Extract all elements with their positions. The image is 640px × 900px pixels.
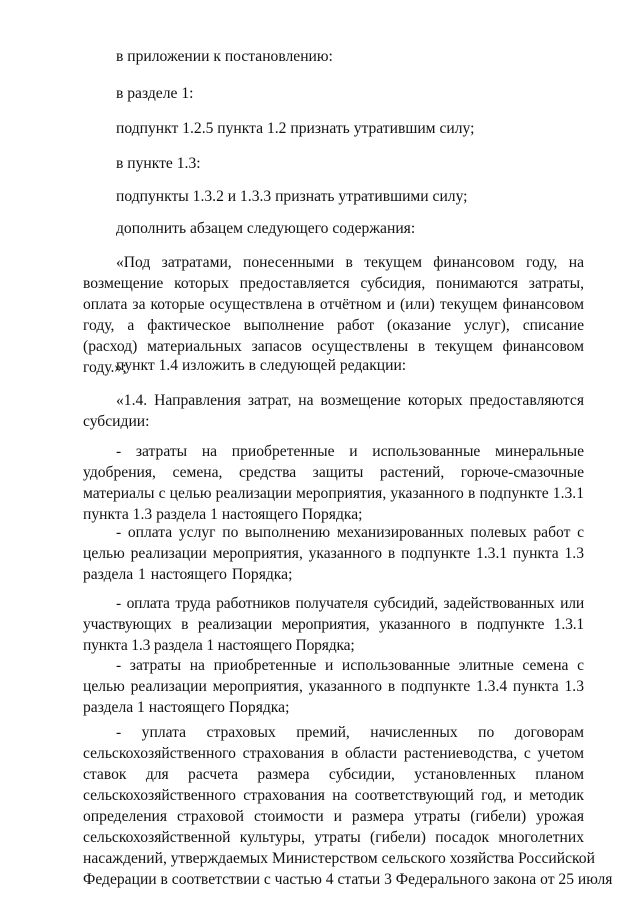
paragraph-10-list-item: - затраты на приобретенные и использованные минеральные удобрения, семена, средства защиты растений, горюче-смазочные материалы с целью реализации мероприятия, указанного в подпункте 1.3.1 пункта 1.3 раздела 1 настоящего Порядка; — [83, 443, 584, 523]
paragraph-11-list-item: - оплата услуг по выполнению механизированных полевых работ с целью реализации мероприятия, указанного в подпункте 1.3.1 пункта 1.3 раздела 1 настоящего Порядка; — [83, 524, 584, 583]
paragraph-9-section-heading: «1.4. Направления затрат, на возмещение которых предоставляются субсидии: — [83, 392, 584, 430]
paragraph-14-line-3: ставок для расчета размера субсидии, установленных планом — [83, 766, 584, 783]
paragraph-14-list-item — [83, 722, 613, 890]
paragraph-14-line-1: - уплата страховых премий, начисленных по договорам — [116, 724, 584, 741]
paragraph-2: в разделе 1: — [116, 85, 194, 102]
paragraph-1: в приложении к постановлению: — [116, 48, 333, 65]
paragraph-3: подпункт 1.2.5 пункта 1.2 признать утратившим силу; — [116, 120, 475, 137]
paragraph-12-list-item: - оплата труда работников получателя субсидий, задействованных или участвующих в реализации мероприятия, указанного в подпункте 1.3.1 пункта 1.3 раздела 1 настоящего Порядка; — [83, 595, 584, 654]
paragraph-7-quote: «Под затратами, понесенными в текущем финансовом году, на возмещение которых предоставляется субсидия, понимаются затраты, оплата за которые осуществлена в отчётном и (или) текущем финансовом году, а фактическое выполнение работ (оказание услуг), списание (расход) материальных запасов осуществлены в текущем финансовом году.»; — [83, 254, 584, 376]
paragraph-14-line-8: Федерации в соответствии с частью 4 статьи 3 Федерального закона от 25 июля — [83, 871, 613, 888]
paragraph-4: в пункте 1.3: — [116, 155, 201, 172]
paragraph-14-line-2: сельскохозяйственного страхования в области растениеводства, с учетом — [83, 745, 584, 762]
paragraph-14-line-7: насаждений, утверждаемых Министерством сельского хозяйства Российской — [83, 850, 595, 867]
paragraph-14-line-5: определения страховой стоимости и размера утраты (гибели) урожая — [83, 808, 584, 825]
paragraph-6: дополнить абзацем следующего содержания: — [116, 220, 416, 237]
paragraph-5: подпункты 1.3.2 и 1.3.3 признать утратившими силу; — [116, 188, 468, 205]
paragraph-14-line-6: сельскохозяйственной культуры, утраты (гибели) посадок многолетних — [83, 829, 584, 846]
paragraph-8: пункт 1.4 изложить в следующей редакции: — [116, 357, 407, 374]
paragraph-13-list-item: - затраты на приобретенные и использованные элитные семена с целью реализации мероприятия, указанного в подпункте 1.3.4 пункта 1.3 раздела 1 настоящего Порядка; — [83, 657, 584, 716]
paragraph-14-line-4: сельскохозяйственного страхования на соответствующий год, и методик — [83, 787, 584, 804]
